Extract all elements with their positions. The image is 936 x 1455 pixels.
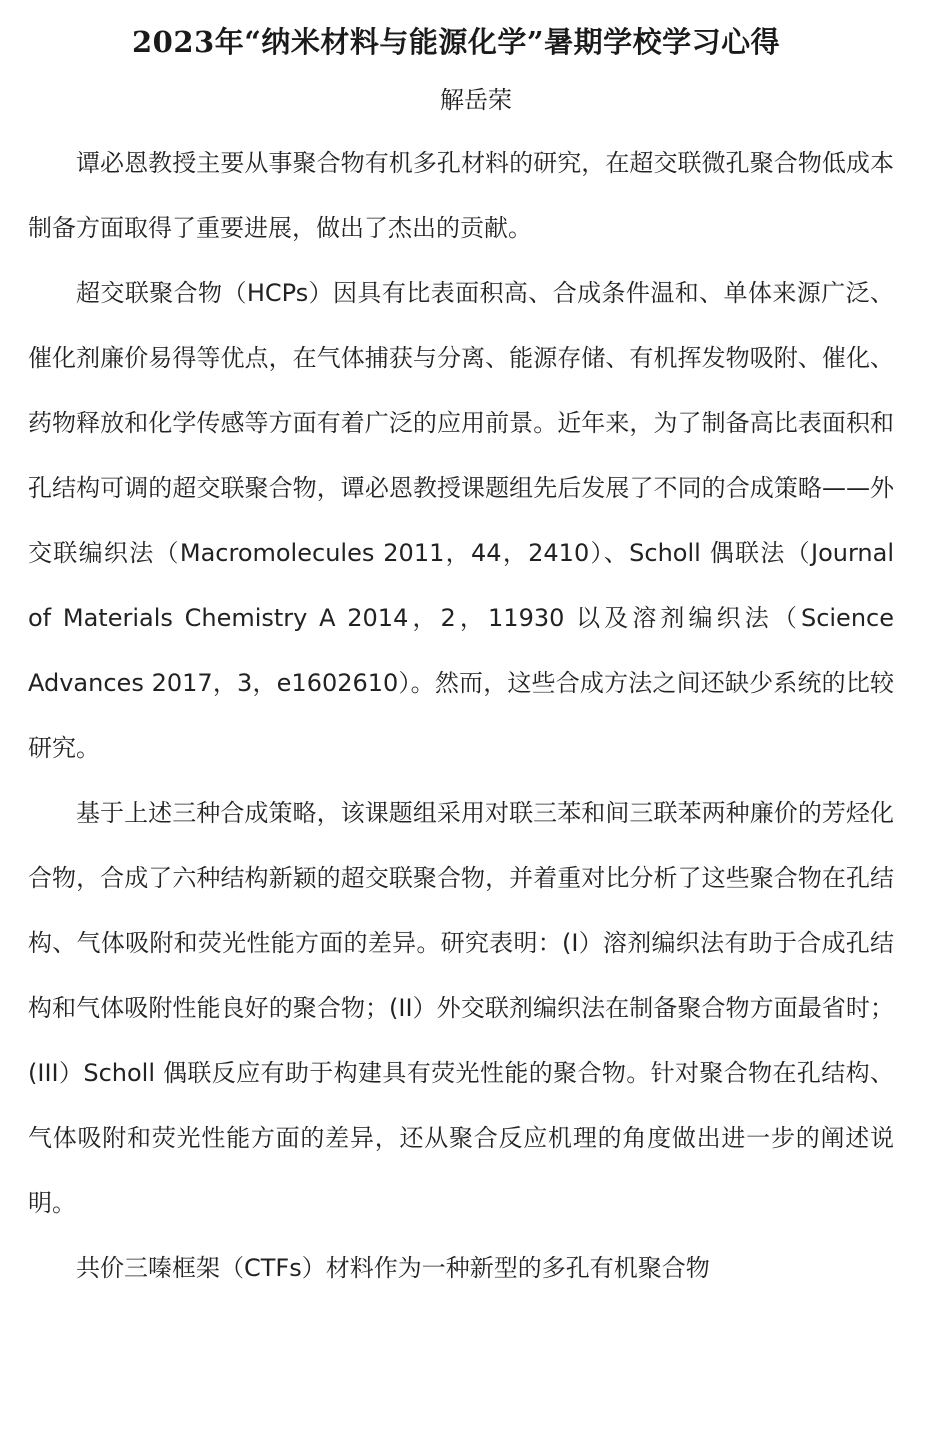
document-title: 2023年“纳米材料与能源化学”暑期学校学习心得: [132, 25, 781, 59]
paragraph-3: 基于上述三种合成策略，该课题组采用对联三苯和间三联苯两种廉价的芳烃化合物，合成了六种结构新颖的超交联聚合物，并着重对比分析了这些聚合物在孔结构、气体吸附和荧光性能方面的差异。研究表明：(I）溶剂编织法有助于合成孔结构和气体吸附性能良好的聚合物；(II）外交联剂编织法在制备聚合物方面最省时；(III）Scholl 偶联反应有助于构建具有荧光性能的聚合物。针对聚合物在孔结构、气体吸附和荧光性能方面的差异，还从聚合反应机理的角度做出进一步的阐述说明。: [28, 799, 894, 1217]
paragraph-2: 超交联聚合物（HCPs）因具有比表面积高、合成条件温和、单体来源广泛、催化剂廉价易得等优点，在气体捕获与分离、能源存储、有机挥发物吸附、催化、药物释放和化学传感等方面有着广泛的应用前景。近年来，为了制备高比表面积和孔结构可调的超交联聚合物，谭必恩教授课题组先后发展了不同的合成策略——外交联编织法（Macromolecules 2011，44，2410）、Scholl 偶联法（Journal of Materials Chemistry A 2014，2，11930 以及溶剂编织法（Science Advances 2017，3，e1602610）。然而，这些合成方法之间还缺少系统的比较研究。: [28, 279, 894, 762]
paragraph-4: 共价三嗪框架（CTFs）材料作为一种新型的多孔有机聚合物: [76, 1254, 710, 1282]
author-name: 解岳荣: [440, 86, 512, 114]
paragraph-1: 谭必恩教授主要从事聚合物有机多孔材料的研究，在超交联微孔聚合物低成本制备方面取得了重要进展，做出了杰出的贡献。: [28, 149, 894, 242]
document-page: [28, 0, 894, 1301]
